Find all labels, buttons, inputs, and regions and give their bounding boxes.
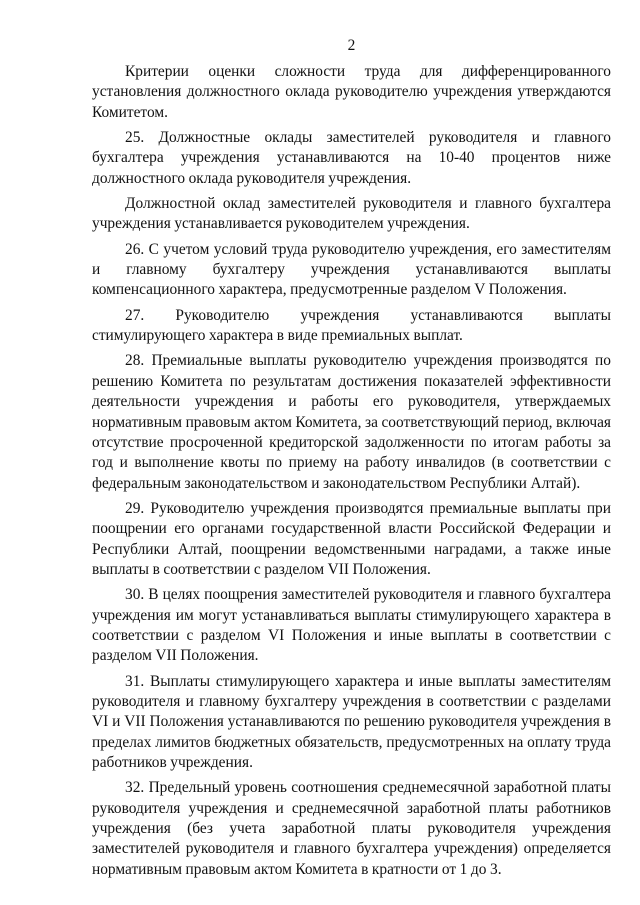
paragraph-25-continued: Должностной оклад заместителей руководителя и главного бухгалтера учреждения устанавливается руководителем учреждения. [92, 195, 611, 233]
page-number: 2 [347, 37, 356, 54]
document-page [92, 36, 611, 880]
paragraph-29: 29. Руководителю учреждения производятся премиальные выплаты при поощрении его органами государственной власти Российской Федерации и Республики Алтай, поощрении ведомственными наградами, а также иные выплаты в соответствии с разделом VII Положения. [92, 499, 611, 578]
paragraph-31: 31. Выплаты стимулирующего характера и иные выплаты заместителям руководителя и главному бухгалтеру учреждения в соответствии с разделами VI и VII Положения устанавливаются по решению руководителя учреждения в пределах лимитов бюджетных обязательств, предусмотренных на оплату труда работников учреждения. [92, 672, 611, 771]
paragraph-32: 32. Предельный уровень соотношения среднемесячной заработной платы руководителя учреждения и среднемесячной заработной платы работников учреждения (без учета заработной платы руководителя учреждения заместителей руководителя и главного бухгалтера учреждения) определяется нормативным правовым актом Комитета в кратности от 1 до 3. [92, 779, 611, 878]
paragraph-27: 27. Руководителю учреждения устанавливаются выплаты стимулирующего характера в виде премиальных выплат. [92, 306, 611, 345]
paragraph-30: 30. В целях поощрения заместителей руководителя и главного бухгалтера учреждения им могут устанавливаться выплаты стимулирующего характера в соответствии с разделом VI Положения и иные выплаты в соответствии с разделом VII Положения. [92, 586, 611, 665]
paragraph-28: 28. Премиальные выплаты руководителю учреждения производятся по решению Комитета по результатам достижения показателей эффективности деятельности учреждения и работы его руководителя, утверждаемых нормативным правовым актом Комитета, за соответствующий период, включая отсутствие просроченной кредиторской задолженности по итогам работы за год и выполнение квоты по приему на работу инвалидов (в соответствии с федеральным законодательством и законодательством Республики Алтай). [92, 352, 611, 492]
paragraph-criteria: Критерии оценки сложности труда для дифференцированного установления должностного оклада руководителю учреждения утверждаются Комитетом. [92, 63, 611, 121]
paragraph-25: 25. Должностные оклады заместителей руководителя и главного бухгалтера учреждения устанавливаются на 10-40 процентов ниже должностного оклада руководителя учреждения. [92, 129, 611, 187]
paragraph-26: 26. С учетом условий труда руководителю учреждения, его заместителям и главному бухгалтеру учреждения устанавливаются выплаты компенсационного характера, предусмотренные разделом V Положения. [92, 240, 611, 299]
